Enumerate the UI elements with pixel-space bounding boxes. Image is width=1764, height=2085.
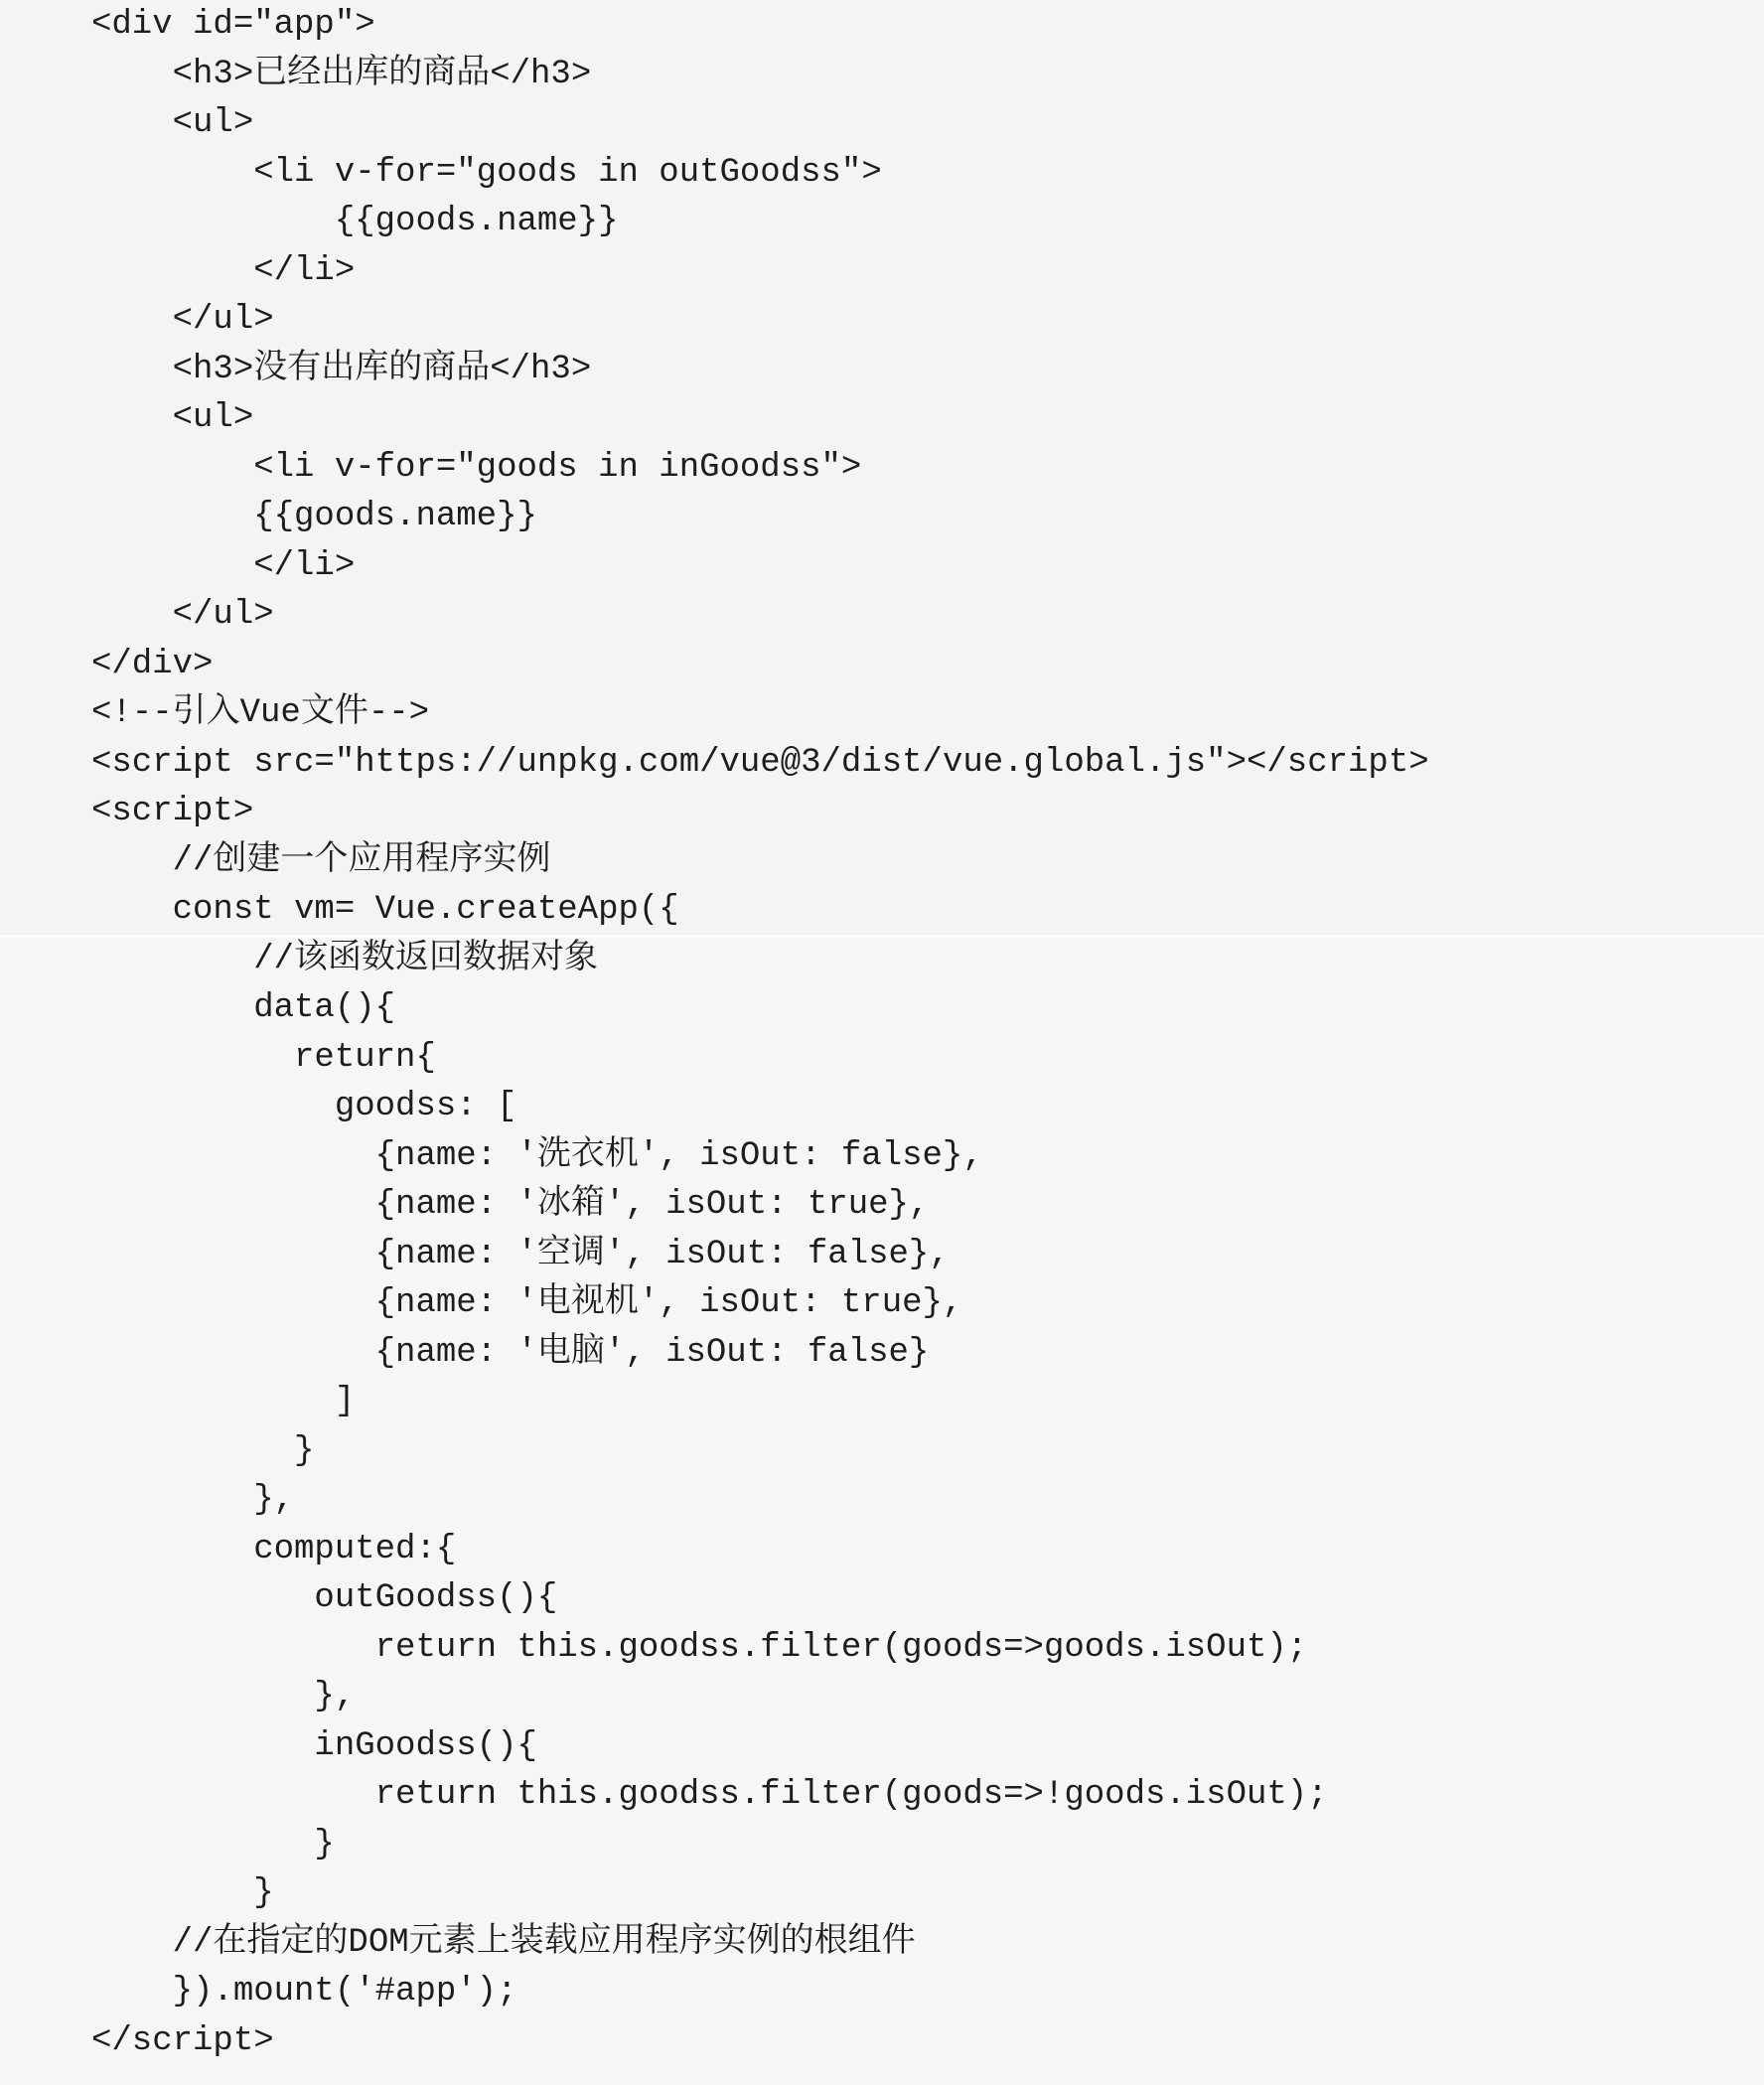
code-line: <ul> (91, 104, 254, 142)
code-line: //创建一个应用程序实例 (91, 841, 551, 880)
code-line: {name: '空调', isOut: false}, (91, 1235, 950, 1273)
code-line: </div> (91, 645, 214, 683)
code-line: {{goods.name}} (91, 498, 537, 535)
code-line: <li v-for="goods in inGoodss"> (91, 448, 862, 487)
code-line: //该函数返回数据对象 (91, 940, 599, 978)
code-line: <h3>没有出库的商品</h3> (91, 350, 592, 388)
code-line: return this.goodss.filter(goods=>goods.isOut); (91, 1628, 1308, 1667)
code-line: <script> (91, 793, 254, 830)
code-line: //在指定的DOM元素上装载应用程序实例的根组件 (91, 1923, 916, 1962)
code-line: }).mount('#app'); (91, 1973, 517, 2011)
code-line: const vm= Vue.createApp({ (91, 891, 679, 929)
code-line: </li> (91, 251, 356, 290)
code-line: </ul> (91, 301, 274, 339)
code-line: computed:{ (91, 1530, 457, 1568)
code-line: outGoodss(){ (91, 1579, 558, 1617)
code-line: <ul> (91, 399, 254, 437)
code-line: }, (91, 1481, 295, 1519)
code-line: {{goods.name}} (91, 203, 619, 240)
code-line: } (91, 1874, 274, 1912)
code-line: } (91, 1825, 335, 1863)
code-line: </script> (91, 2021, 274, 2060)
code-line: inGoodss(){ (91, 1726, 537, 1765)
code-line: }, (91, 1678, 356, 1715)
code-line: {name: '电视机', isOut: true}, (91, 1284, 963, 1322)
code-line: <li v-for="goods in outGoodss"> (91, 153, 882, 192)
code-line: <script src="https://unpkg.com/vue@3/dist/vue.global.js"></script> (91, 743, 1429, 782)
code-line: <div id="app"> (91, 6, 375, 44)
code-line: } (91, 1431, 315, 1470)
code-line: return this.goodss.filter(goods=>!goods.isOut); (91, 1776, 1328, 1814)
code-line: {name: '冰箱', isOut: true}, (91, 1186, 930, 1224)
code-line: return{ (91, 1038, 436, 1077)
code-line: <h3>已经出库的商品</h3> (91, 55, 592, 93)
code-line: {name: '洗衣机', isOut: false}, (91, 1136, 983, 1175)
code-line: <!--引入Vue文件--> (91, 694, 430, 732)
code-line: {name: '电脑', isOut: false} (91, 1333, 930, 1372)
code-line: ] (91, 1383, 356, 1420)
code-line: goodss: [ (91, 1088, 517, 1125)
code-line: </ul> (91, 596, 274, 634)
code-line: </li> (91, 546, 356, 585)
code-line: data(){ (91, 989, 396, 1027)
